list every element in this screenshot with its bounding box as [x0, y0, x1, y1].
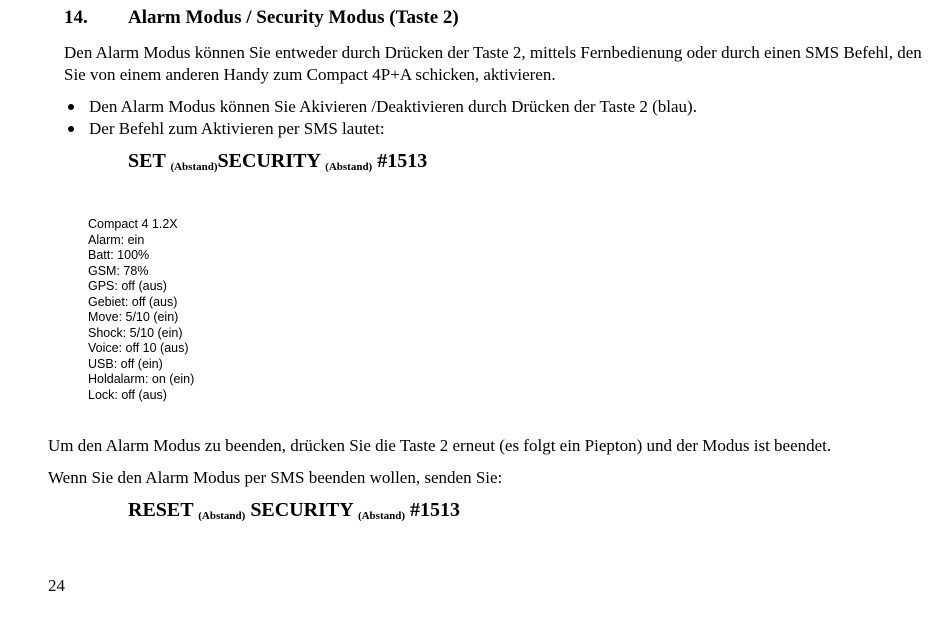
command-word: SECURITY	[250, 499, 353, 521]
status-line: Move: 5/10 (ein)	[88, 310, 179, 324]
page-number: 24	[48, 576, 65, 595]
sms-command-set	[128, 150, 427, 173]
status-line: Batt: 100%	[88, 248, 150, 262]
bullet-icon	[68, 104, 74, 110]
status-line: USB: off (ein)	[88, 356, 163, 371]
bullet-list	[64, 96, 697, 140]
sms-command-reset	[128, 499, 460, 522]
status-line: Lock: off (aus)	[88, 387, 167, 402]
section-title: Alarm Modus / Security Modus (Taste 2)	[128, 7, 459, 28]
status-line: GPS: off (aus)	[88, 279, 167, 293]
status-line: GSM: 78%	[88, 263, 149, 278]
command-spacer-note: (Abstand)	[198, 510, 246, 522]
intro-paragraph: Den Alarm Modus können Sie entweder durch Drücken der Taste 2, mittels Fernbedienung oder durch einen SMS Befehl, den Sie von einem anderen Handy zum Compact 4P+A schicken, aktivieren.	[64, 43, 922, 84]
command-word: RESET	[128, 499, 194, 521]
command-spacer-note: (Abstand)	[325, 161, 373, 173]
sms-status-reply	[88, 217, 194, 403]
command-spacer-note: (Abstand)	[357, 510, 406, 522]
command-code: #1513	[377, 150, 428, 172]
status-line: Alarm: ein	[88, 232, 145, 247]
status-line: Gebiet: off (aus)	[88, 294, 178, 309]
command-spacer-note: (Abstand)	[170, 161, 218, 173]
section-heading	[64, 7, 459, 29]
status-line: Compact 4 1.2X	[88, 217, 178, 231]
section-number: 14.	[64, 7, 88, 28]
sms-deactivate-paragraph: Wenn Sie den Alarm Modus per SMS beenden wollen, senden Sie:	[48, 468, 503, 487]
bullet-item	[64, 96, 697, 118]
status-line: Shock: 5/10 (ein)	[88, 325, 183, 340]
bullet-text: Der Befehl zum Aktivieren per SMS lautet:	[89, 119, 385, 138]
status-line: Voice: off 10 (aus)	[88, 341, 189, 355]
bullet-text: Den Alarm Modus können Sie Akivieren /Deaktivieren durch Drücken der Taste 2 (blau).	[89, 97, 697, 116]
status-line: Holdalarm: on (ein)	[88, 372, 195, 386]
command-word: SET	[128, 150, 166, 172]
bullet-icon	[68, 126, 74, 132]
bullet-item	[64, 118, 697, 140]
end-alarm-paragraph: Um den Alarm Modus zu beenden, drücken Sie die Taste 2 erneut (es folgt ein Piepton) und der Modus ist beendet.	[48, 436, 832, 455]
command-word: SECURITY	[217, 150, 321, 172]
command-code: #1513	[410, 499, 461, 521]
